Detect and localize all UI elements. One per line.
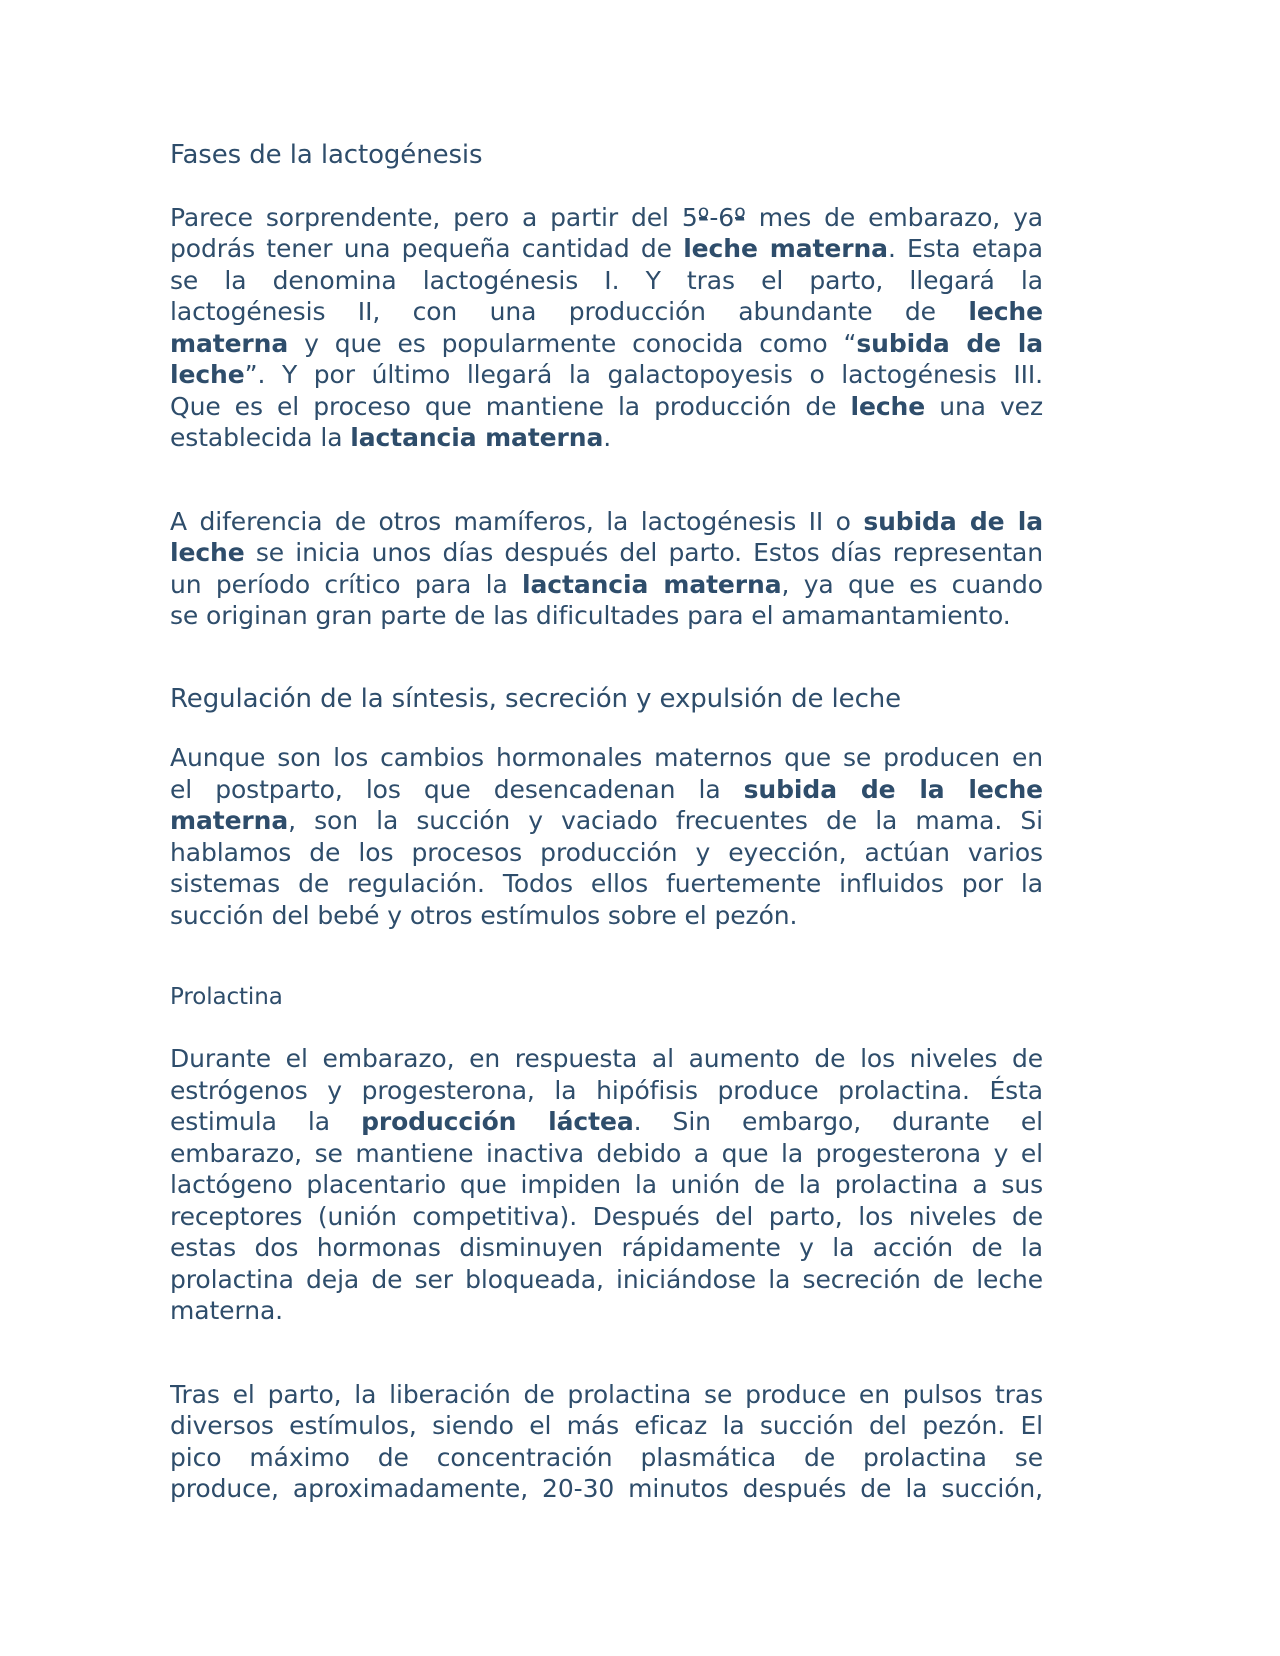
text-line <box>170 1075 1043 1107</box>
paragraph-regulacion-sintesis <box>170 742 1043 931</box>
text-segment: -6 <box>709 202 735 232</box>
text-line <box>170 328 1043 360</box>
bold-text: leche <box>170 538 245 567</box>
paragraph-diferencia-mamiferos <box>170 506 1043 632</box>
ordinal-indicator: º <box>697 202 710 232</box>
text-line <box>170 1106 1043 1138</box>
text-segment: Fases de la lactogénesis <box>170 140 483 170</box>
text-segment: Que es el proceso que mantiene la producción de <box>170 391 851 421</box>
text-line <box>170 1264 1043 1296</box>
text-segment: , ya que es cuando <box>781 569 1043 599</box>
text-line <box>170 805 1043 837</box>
bold-text: subida de la leche <box>743 774 1043 804</box>
bold-text: materna <box>170 328 289 358</box>
text-segment: succión del bebé y otros estímulos sobre el pezón. <box>170 900 798 930</box>
text-segment: se la denomina lactogénesis I. Y tras el parto, llegará la <box>170 265 1043 295</box>
text-line <box>170 1473 1043 1505</box>
text-segment: Durante el embarazo, en respuesta al aumento de los niveles de <box>170 1044 1043 1073</box>
text-segment: sistemas de regulación. Todos ellos fuertemente influidos por la <box>170 869 1043 898</box>
text-line <box>170 359 1043 391</box>
text-line <box>170 140 1043 172</box>
text-segment: prolactina deja de ser bloqueada, iniciándose la secreción de leche <box>170 1264 1043 1294</box>
text-line <box>170 1201 1043 1233</box>
text-segment: Aunque son los cambios hormonales maternos que se producen en <box>170 743 1043 772</box>
text-line <box>170 1295 1043 1327</box>
text-segment: produce, aproximadamente, 20-30 minutos después de la succión, <box>170 1474 1043 1503</box>
text-line <box>170 774 1043 806</box>
text-segment: diversos estímulos, siendo el más eficaz la succión del pezón. El <box>170 1411 1043 1440</box>
text-segment: y que es popularmente conocida como “ <box>288 328 857 358</box>
bold-text: leche <box>170 360 245 389</box>
text-segment: estimula la <box>170 1107 362 1136</box>
text-line <box>170 868 1043 900</box>
text-line <box>170 296 1043 328</box>
text-line <box>170 1169 1043 1201</box>
text-segment: ”. Y por último llegará la galactopoyesis o lactogénesis III. <box>244 360 1043 389</box>
subheading-prolactina <box>170 983 1043 1011</box>
document-body <box>170 140 1043 1505</box>
bold-text: leche <box>850 391 926 421</box>
text-line <box>170 1379 1043 1411</box>
text-segment: hablamos de los procesos producción y eyección, actúan varios <box>170 837 1043 867</box>
text-line <box>170 837 1043 869</box>
text-line <box>170 1043 1043 1075</box>
text-segment: se inicia unos días después del parto. Estos días representan <box>244 538 1043 567</box>
bold-text: lactancia materna <box>350 423 604 452</box>
text-line <box>170 1410 1043 1442</box>
text-segment: Prolactina <box>170 984 283 1010</box>
text-segment: mes de embarazo, ya <box>745 202 1043 232</box>
text-line <box>170 233 1043 265</box>
text-segment: estrógenos y progesterona, la hipófisis produce prolactina. Ésta <box>170 1075 1043 1105</box>
text-line <box>170 1232 1043 1264</box>
text-segment: . Sin embargo, durante el <box>633 1107 1043 1136</box>
text-segment: A diferencia de otros mamíferos, la lactogénesis II o <box>170 506 864 536</box>
text-segment: el postparto, los que desencadenan la <box>170 774 744 804</box>
paragraph-fases-intro <box>170 202 1043 454</box>
bold-text: leche materna <box>683 234 888 263</box>
text-line <box>170 569 1043 601</box>
section-heading-regulacion <box>170 684 1043 716</box>
bold-text: lactancia materna <box>522 569 782 599</box>
ordinal-indicator: º <box>734 202 746 232</box>
text-line <box>170 1442 1043 1474</box>
text-segment: podrás tener una pequeña cantidad de <box>170 234 684 263</box>
text-segment: . <box>603 423 612 452</box>
text-segment: pico máximo de concentración plasmática de prolactina se <box>170 1442 1043 1472</box>
text-line <box>170 742 1043 774</box>
text-segment: se originan gran parte de las dificultades para el amamantamiento. <box>170 601 1011 630</box>
bold-text: materna <box>170 806 289 835</box>
text-line <box>170 684 1043 716</box>
bold-text: subida de la <box>863 506 1043 536</box>
bold-text: leche <box>968 297 1043 326</box>
text-segment: receptores (unión competitiva). Después del parto, los niveles de <box>170 1201 1043 1231</box>
text-segment: Tras el parto, la liberación de prolactina se produce en pulsos tras <box>170 1379 1043 1409</box>
text-line <box>170 600 1043 632</box>
text-segment: establecida la <box>170 423 351 452</box>
text-line <box>170 537 1043 569</box>
text-line <box>170 1138 1043 1170</box>
text-line <box>170 391 1043 423</box>
text-line <box>170 983 1043 1011</box>
text-segment: un período crítico para la <box>170 569 523 599</box>
bold-text: subida de la <box>856 328 1043 358</box>
text-segment: Parece sorprendente, pero a partir del 5 <box>170 202 698 232</box>
text-line <box>170 202 1043 234</box>
text-segment: Regulación de la síntesis, secreción y expulsión de leche <box>170 683 902 714</box>
text-segment: lactógeno placentario que impiden la unión de la prolactina a sus <box>170 1170 1043 1199</box>
text-line <box>170 506 1043 538</box>
text-line <box>170 900 1043 932</box>
text-segment: una vez <box>925 391 1043 421</box>
paragraph-prolactina-embarazo <box>170 1043 1043 1327</box>
section-heading-fases <box>170 140 1043 172</box>
paragraph-prolactina-pulsos <box>170 1379 1043 1505</box>
text-segment: materna. <box>170 1296 284 1325</box>
bold-text: producción láctea <box>361 1107 634 1136</box>
text-line <box>170 265 1043 297</box>
text-segment: embarazo, se mantiene inactiva debido a que la progesterona y el <box>170 1138 1043 1168</box>
text-segment: lactogénesis II, con una producción abundante de <box>170 297 969 326</box>
text-segment: . Esta etapa <box>887 234 1043 263</box>
text-segment: , son la succión y vaciado frecuentes de la mama. Si <box>288 806 1043 835</box>
text-line <box>170 422 1043 454</box>
text-segment: estas dos hormonas disminuyen rápidamente y la acción de la <box>170 1233 1043 1262</box>
